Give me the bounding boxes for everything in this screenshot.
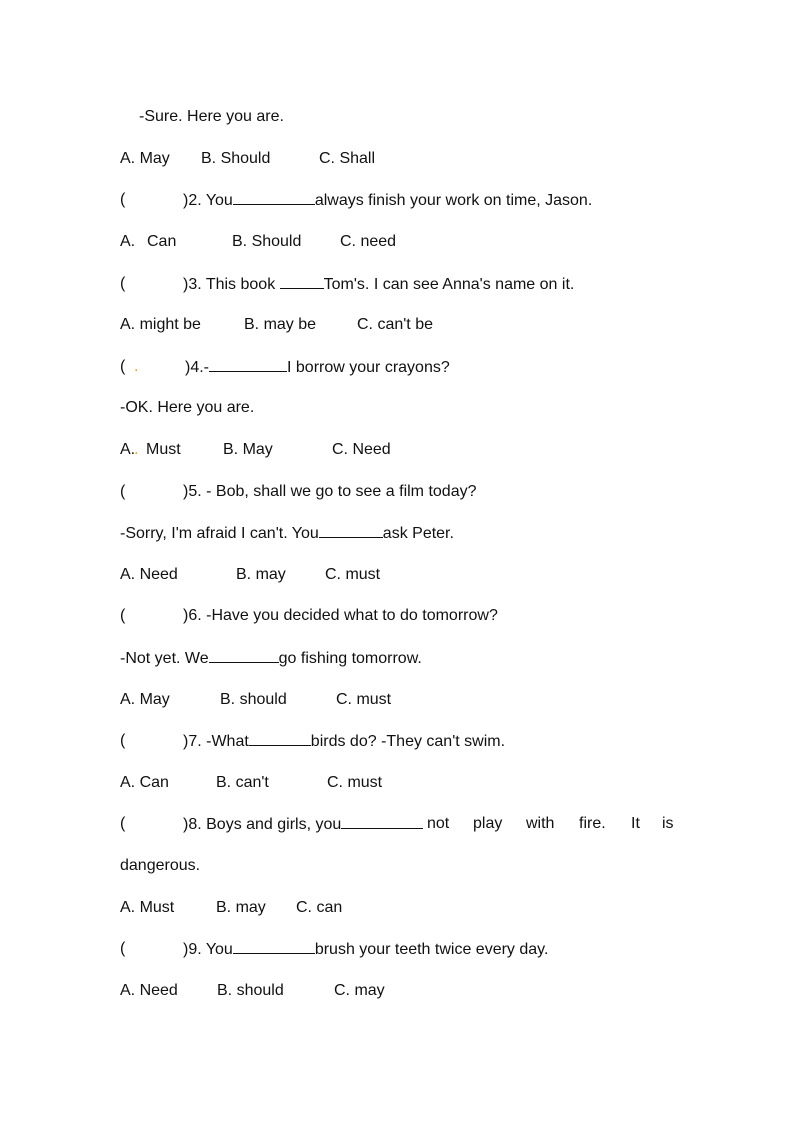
question-text: always finish your work on time, Jason. xyxy=(314,192,593,209)
option-a: A. Need xyxy=(120,982,178,999)
answer-paren: ( xyxy=(120,483,126,500)
options-q9 xyxy=(120,981,385,1081)
answer-blank xyxy=(319,523,383,538)
option-c: C. may xyxy=(334,982,385,999)
dot-mark: . xyxy=(134,441,139,458)
option-c: C. Need xyxy=(332,441,391,458)
answer-paren: ( xyxy=(120,815,126,832)
word: It xyxy=(631,815,640,832)
answer-paren: ( xyxy=(120,191,126,208)
option-a-text: Must xyxy=(146,441,181,458)
question-number: )4.- xyxy=(185,359,209,376)
option-c: C. can xyxy=(296,899,343,916)
option-a: A. might be xyxy=(120,316,201,333)
option-c: C. must xyxy=(336,691,392,708)
question-number: )8. Boys and girls, you xyxy=(183,816,342,833)
option-b: B. May xyxy=(223,441,273,458)
question-number: )2. You xyxy=(183,192,233,209)
option-c: C. must xyxy=(325,566,381,583)
question-text: Tom's. I can see Anna's name on it. xyxy=(323,276,575,293)
option-a: A. Must xyxy=(120,899,175,916)
answer-blank xyxy=(341,814,423,829)
dialogue-text: -Sorry, I'm afraid I can't. You xyxy=(120,525,319,542)
question-text: birds do? -They can't swim. xyxy=(310,733,506,750)
dialogue-text-end: go fishing tomorrow. xyxy=(278,650,422,667)
option-a: A. Can xyxy=(120,774,169,791)
question-text: )6. -Have you decided wh xyxy=(183,607,365,624)
option-a: A. May xyxy=(120,150,170,167)
answer-blank xyxy=(233,190,315,205)
option-b: B. may xyxy=(216,899,266,916)
option-a: A. xyxy=(120,441,136,458)
dialogue-line xyxy=(120,648,422,669)
option-a-text: Can xyxy=(147,233,177,250)
option-b: B. may be xyxy=(244,316,317,333)
answer-blank xyxy=(233,939,315,954)
dialogue-line xyxy=(120,523,454,544)
answer-paren: ( xyxy=(120,358,126,375)
answer-blank xyxy=(280,274,324,289)
option-b: B. Should xyxy=(232,233,302,250)
question-text: )5. - Bob, shall we go to see a film today? xyxy=(183,483,477,500)
word: not xyxy=(427,815,450,832)
option-c: C. Shall xyxy=(319,150,376,167)
dialogue-text-end: ask Peter. xyxy=(382,525,454,542)
dialogue-text: -Not yet. We xyxy=(120,650,209,667)
answer-paren: ( xyxy=(120,940,126,957)
answer-paren: ( xyxy=(120,732,126,749)
answer-paren: ( xyxy=(120,275,126,292)
option-b: B. should xyxy=(220,691,287,708)
question-number: )7. -What xyxy=(183,733,249,750)
answer-blank xyxy=(249,731,311,746)
option-c: C. can't be xyxy=(357,316,433,333)
answer-paren: ( xyxy=(120,607,126,624)
option-a: A. Need xyxy=(120,566,178,583)
option-c: C. need xyxy=(340,233,397,250)
word: fire. xyxy=(579,815,606,832)
word: with xyxy=(526,815,555,832)
continuation-line: dangerous. xyxy=(120,857,201,874)
option-c: C. must xyxy=(327,774,383,791)
option-b: B. may xyxy=(236,566,286,583)
question-text: I borrow your crayons? xyxy=(287,359,450,376)
question-text-end: at to do tomorrow? xyxy=(364,607,498,624)
option-a: A. xyxy=(120,233,140,250)
answer-line: -Sure. Here you are. xyxy=(139,108,284,125)
option-a: A. May xyxy=(120,691,170,708)
option-b: B. should xyxy=(217,982,284,999)
dot-mark: . xyxy=(134,358,139,375)
question-number: )3. This book xyxy=(183,276,280,293)
question-number: )9. You xyxy=(183,941,233,958)
question-text: brush your teeth twice every day. xyxy=(314,941,549,958)
answer-blank xyxy=(209,357,287,372)
answer-line: -OK. Here you are. xyxy=(120,399,255,416)
answer-blank xyxy=(209,648,279,663)
word: is xyxy=(662,815,674,832)
word: play xyxy=(473,815,503,832)
option-b: B. Should xyxy=(201,150,271,167)
option-b: B. can't xyxy=(216,774,269,791)
